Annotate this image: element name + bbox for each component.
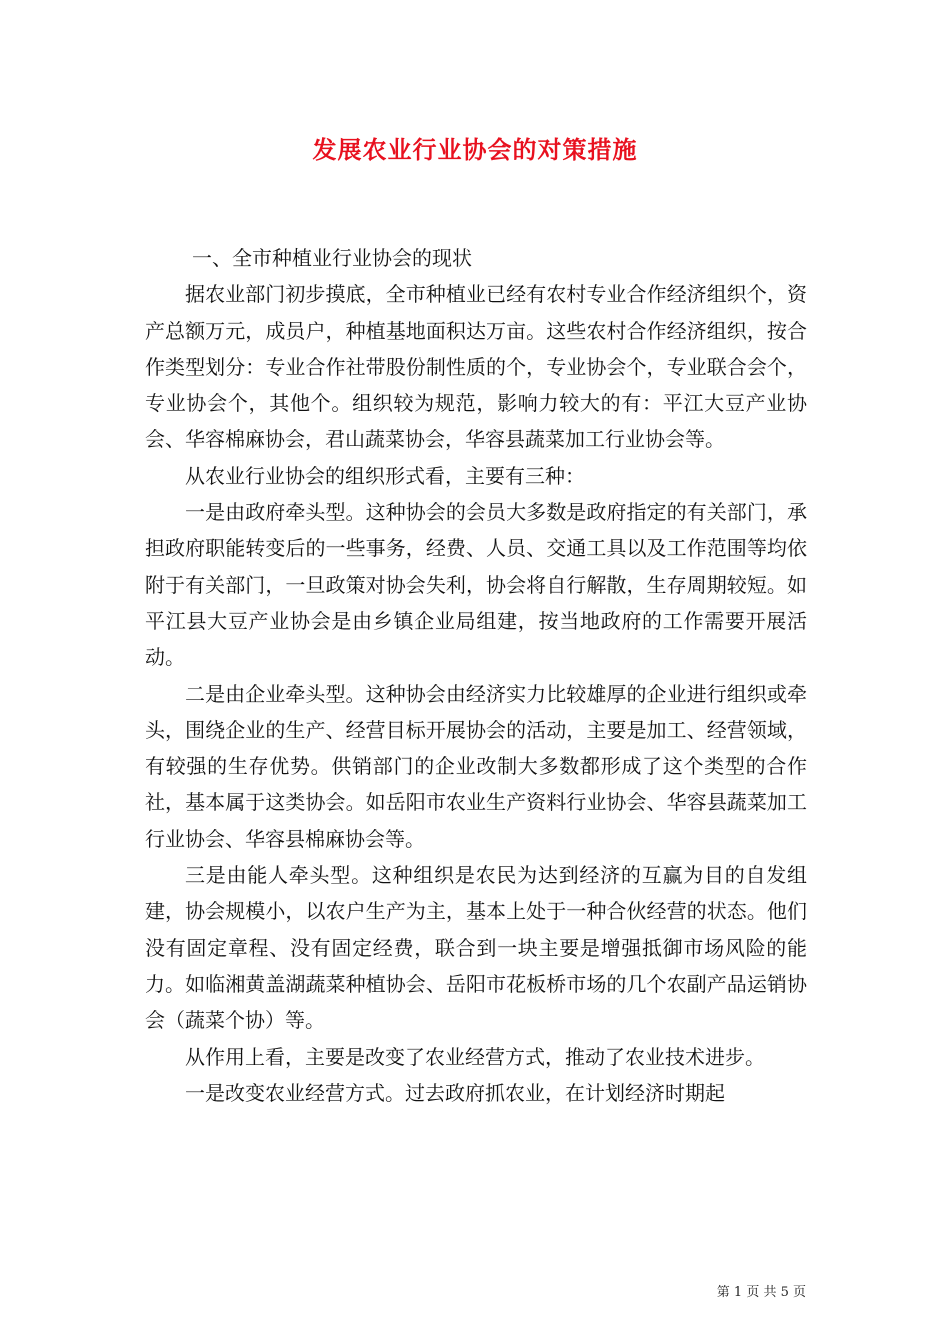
paragraph: 二是由企业牵头型。这种协会由经济实力比较雄厚的企业进行组织或牵头，围绕企业的生产、经营目标开展协会的活动，主要是加工、经营领域，有较强的生存优势。供销部门的企业改制大多数都形成了这个类型的合作社，基本属于这类协会。如岳阳市农业生产资料行业协会、华容县蔬菜加工行业协会、华容县棉麻协会等。 [145,681,807,851]
paragraph: 从作用上看，主要是改变了农业经营方式，推动了农业技术进步。 [185,1044,765,1069]
page-number: 第 1 页 共 5 页 [716,1285,806,1300]
paragraph: 据农业部门初步摸底，全市种植业已经有农村专业合作经济组织个，资产总额万元，成员户，种植基地面积达万亩。这些农村合作经济组织，按合作类型划分：专业合作社带股份制性质的个，专业协会个，专业联合会个，专业协会个，其他个。组织较为规范，影响力较大的有：平江大豆产业协会、华容棉麻协会，君山蔬菜协会，华容县蔬菜加工行业协会等。 [145,282,807,452]
paragraph: 一是改变农业经营方式。过去政府抓农业，在计划经济时期起 [185,1080,725,1105]
document-title: 发展农业行业协会的对策措施 [312,135,638,164]
paragraph: 一是由政府牵头型。这种协会的会员大多数是政府指定的有关部门，承担政府职能转变后的一些事务，经费、人员、交通工具以及工作范围等均依附于有关部门，一旦政策对协会失利，协会将自行解散，生存周期较短。如平江县大豆产业协会是由乡镇企业局组建，按当地政府的工作需要开展活动。 [145,500,807,670]
document-body [145,240,807,1111]
section-heading: 一、全市种植业行业协会的现状 [192,246,472,270]
paragraph: 从农业行业协会的组织形式看，主要有三种： [185,463,585,488]
paragraph: 三是由能人牵头型。这种组织是农民为达到经济的互赢为目的自发组建，协会规模小，以农户生产为主，基本上处于一种合伙经营的状态。他们没有固定章程、没有固定经费，联合到一块主要是增强抵御市场风险的能力。如临湘黄盖湖蔬菜种植协会、岳阳市花板桥市场的几个农副产品运销协会（蔬菜个协）等。 [145,863,807,1033]
